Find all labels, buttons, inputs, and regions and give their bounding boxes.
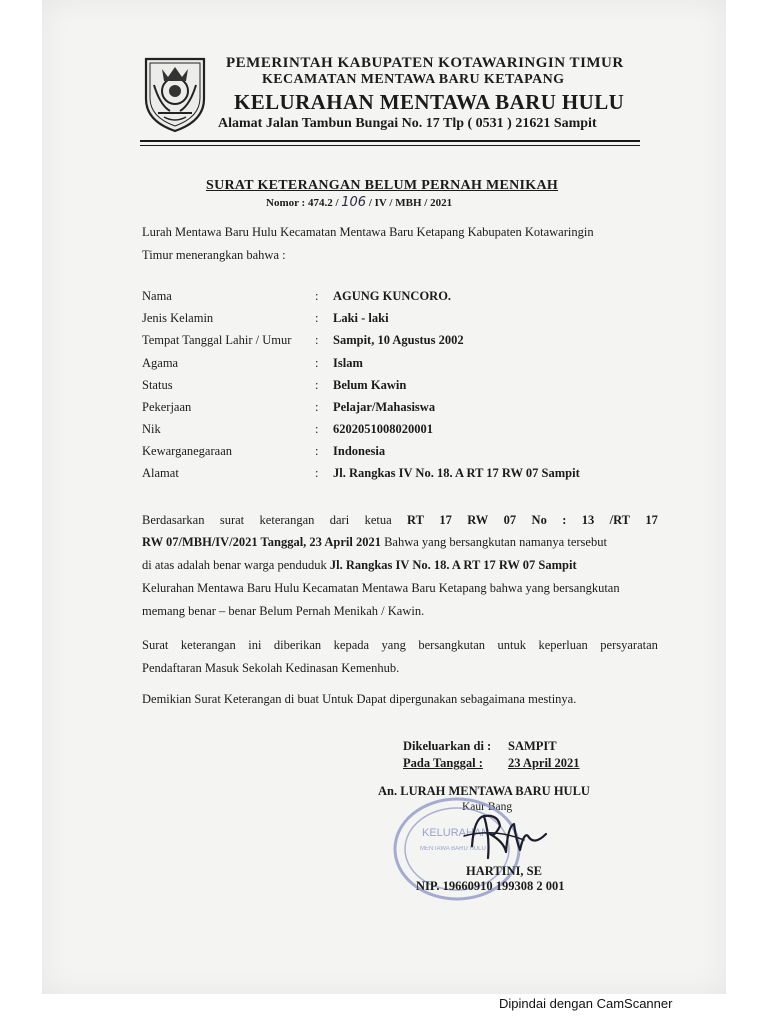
field-label-nik: Nik (142, 422, 161, 436)
stamp-subtext: MENTAWA BARU HULU (420, 846, 486, 852)
body-word: /RT (609, 513, 631, 527)
body-reference: RW 07/MBH/IV/2021 Tanggal, 23 April 2021 (142, 535, 381, 549)
purpose-word: keperluan (538, 638, 588, 652)
field-label-kewarganegaraan: Kewarganegaraan (142, 444, 232, 458)
field-value-nik: 6202051008020001 (333, 422, 433, 436)
field-colon: : (315, 356, 319, 370)
body-line-1 (142, 508, 658, 532)
body-word: 13 (581, 513, 595, 527)
body-line-3 (142, 553, 577, 577)
scanner-watermark: Dipindai dengan CamScanner (499, 996, 673, 1011)
field-value-agama: Islam (333, 356, 363, 370)
body-word: Berdasarkan (142, 513, 205, 527)
header-village-line: KELURAHAN MENTAWA BARU HULU (234, 90, 625, 114)
body-line-2 (142, 530, 607, 554)
body-word: RW (467, 513, 489, 527)
header-address-line: Alamat Jalan Tambun Bungai No. 17 Tlp ( 0531 ) 21621 Sampit (218, 116, 597, 131)
closing-line: Demikian Surat Keterangan di buat Untuk Dapat dipergunakan sebagaimana mestinya. (142, 692, 577, 706)
document-page (42, 0, 726, 994)
body-word: 07 (503, 513, 517, 527)
field-value-kewarganegaraan: Indonesia (333, 444, 386, 458)
issued-date-label: Pada Tanggal : (403, 756, 483, 770)
document-number (266, 195, 452, 210)
field-colon: : (315, 422, 319, 436)
body-word: dari (329, 513, 350, 527)
document-number-prefix: Nomor : 474.2 / (266, 197, 339, 209)
field-value-jenis-kelamin: Laki - laki (333, 311, 389, 325)
purpose-word: keterangan (180, 638, 236, 652)
field-label-nama: Nama (142, 289, 172, 303)
body-line-4: Kelurahan Mentawa Baru Hulu Kecamatan Mentawa Baru Ketapang bahwa yang bersangkutan (142, 581, 620, 595)
purpose-word: persyaratan (600, 638, 658, 652)
body-line-2-text: Bahwa yang bersangkutan namanya tersebut (380, 535, 607, 549)
field-colon: : (315, 289, 319, 303)
field-colon: : (315, 400, 319, 414)
issued-place-label: Dikeluarkan di : (403, 739, 492, 753)
field-label-alamat: Alamat (142, 466, 179, 480)
header-government-line: PEMERINTAH KABUPATEN KOTAWARINGIN TIMUR (226, 55, 624, 71)
body-word: : (562, 513, 567, 527)
document-number-handwritten: 106 (341, 195, 367, 210)
body-address: Jl. Rangkas IV No. 18. A RT 17 RW 07 Sampit (329, 558, 577, 572)
purpose-line-1 (142, 633, 658, 657)
purpose-line-2: Pendaftaran Masuk Sekolah Kedinasan Kemenhub. (142, 661, 400, 675)
field-colon: : (315, 333, 319, 347)
field-colon: : (315, 311, 319, 325)
regency-emblem-logo (140, 55, 210, 133)
purpose-word: untuk (497, 638, 526, 652)
signatory-name: HARTINI, SE (466, 864, 542, 878)
document-title: SURAT KETERANGAN BELUM PERNAH MENIKAH (206, 178, 559, 193)
intro-line-1: Lurah Mentawa Baru Hulu Kecamatan Mentawa Baru Ketapang Kabupaten Kotawaringin (142, 225, 594, 239)
field-label-jenis-kelamin: Jenis Kelamin (142, 311, 214, 325)
field-label-ttl: Tempat Tanggal Lahir / Umur (142, 333, 292, 347)
signatory-nip: NIP. 19660910 199308 2 001 (416, 879, 565, 893)
field-value-status: Belum Kawin (333, 378, 407, 392)
header-divider-thick (140, 140, 640, 142)
field-label-pekerjaan: Pekerjaan (142, 400, 192, 414)
field-value-alamat: Jl. Rangkas IV No. 18. A RT 17 RW 07 Sampit (333, 466, 580, 480)
purpose-word: bersangkutan (418, 638, 486, 652)
field-colon: : (315, 466, 319, 480)
intro-line-2: Timur menerangkan bahwa : (142, 248, 286, 262)
field-colon: : (315, 444, 319, 458)
document-number-suffix: / IV / MBH / 2021 (368, 197, 453, 209)
body-word: surat (219, 513, 245, 527)
field-label-status: Status (142, 378, 173, 392)
field-value-nama: AGUNG KUNCORO. (333, 289, 452, 303)
body-line-3-text: di atas adalah benar warga penduduk (142, 558, 330, 572)
header-divider-thin (140, 145, 640, 146)
field-label-agama: Agama (142, 356, 179, 370)
signatory-position: Kaur Bang (462, 801, 513, 813)
handwritten-signature (454, 806, 554, 870)
purpose-word: yang (381, 638, 406, 652)
body-word: keterangan (259, 513, 315, 527)
body-line-5: memang benar – benar Belum Pernah Menikah / Kawin. (142, 604, 425, 618)
field-value-ttl: Sampit, 10 Agustus 2002 (333, 333, 464, 347)
issued-date-value: 23 April 2021 (508, 756, 580, 770)
body-word: ketua (364, 513, 392, 527)
on-behalf-of: An. LURAH MENTAWA BARU HULU (378, 784, 590, 798)
body-word: No (531, 513, 547, 527)
body-word: 17 (645, 513, 658, 527)
issued-place-value: SAMPIT (508, 739, 557, 753)
purpose-word: ini (248, 638, 262, 652)
purpose-word: Surat (142, 638, 169, 652)
header-district-line: KECAMATAN MENTAWA BARU KETAPANG (262, 72, 565, 87)
field-colon: : (315, 378, 319, 392)
field-value-pekerjaan: Pelajar/Mahasiswa (333, 400, 436, 414)
purpose-word: diberikan (273, 638, 322, 652)
body-word: RT (407, 513, 424, 527)
purpose-word: kepada (333, 638, 370, 652)
body-word: 17 (439, 513, 452, 527)
stamp-text: KELURAHAN (422, 827, 490, 839)
